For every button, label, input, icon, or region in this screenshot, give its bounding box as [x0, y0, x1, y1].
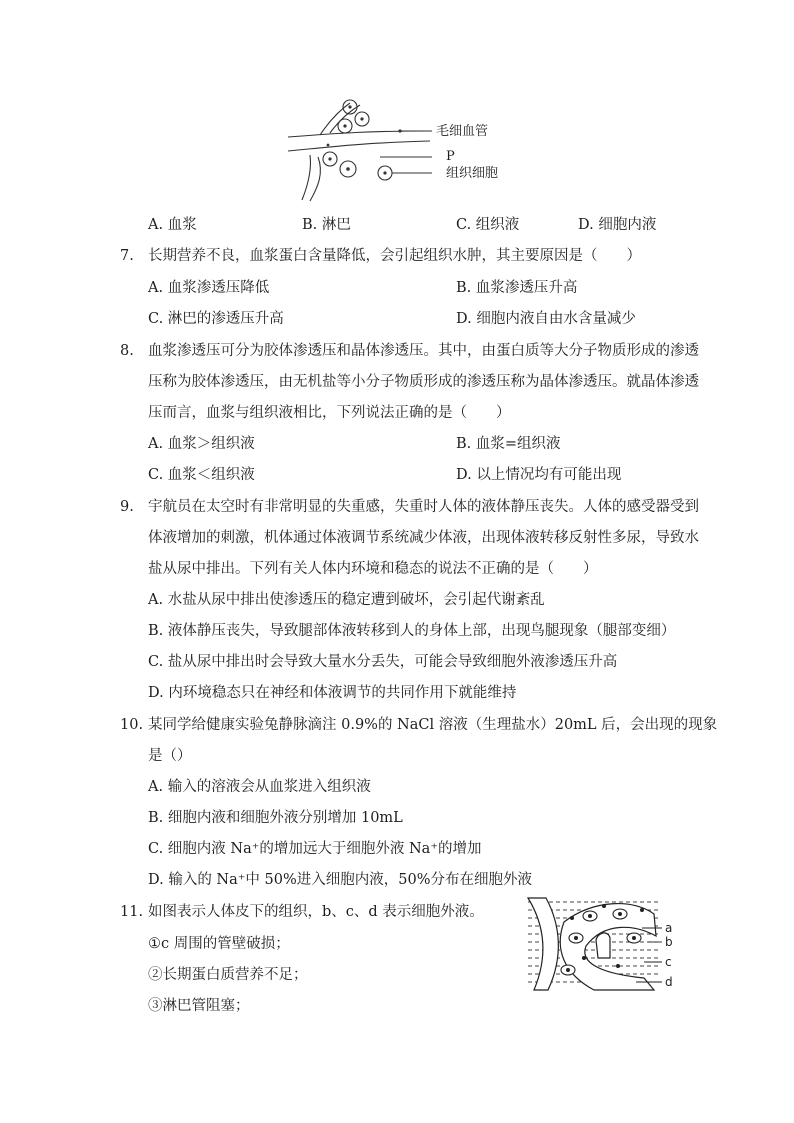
- q10-number: 10.: [120, 717, 144, 733]
- q9-stem-line: 宇航员在太空时有非常明显的失重感，失重时人体的液体静压丧失。人体的感受器受到: [148, 499, 699, 515]
- q7-option-c: C. 淋巴的渗透压升高: [148, 311, 284, 327]
- q10-stem-line: 某同学给健康实验兔静脉滴注 0.9%的 NaCl 溶液（生理盐水）20mL 后，会出现的现象: [148, 717, 718, 733]
- subcutaneous-tissue-diagram: [524, 894, 684, 994]
- q7-number: 7.: [120, 248, 134, 264]
- q10-stem-line: 是（）: [148, 748, 192, 764]
- q10-option-b: B. 细胞内液和细胞外液分别增加 10mL: [148, 810, 403, 826]
- q7-option-b: B. 血浆渗透压升高: [456, 280, 578, 296]
- q8-stem-line: 压而言，血浆与组织液相比，下列说法正确的是（ ）: [148, 405, 511, 421]
- q9-option-a: A. 水盐从尿中排出使渗透压的稳定遭到破坏，会引起代谢紊乱: [148, 592, 545, 608]
- q11-stem: 如图表示人体皮下的组织，b、c、d 表示细胞外液。: [148, 904, 484, 920]
- figure-label-b: b: [665, 935, 673, 949]
- capillary-loop: [528, 898, 558, 990]
- q11-number: 11.: [120, 904, 144, 920]
- q10-option-a: A. 输入的溶液会从血浆进入组织液: [148, 779, 371, 795]
- q11-item: ③淋巴管阻塞；: [148, 998, 250, 1014]
- label-p: P: [446, 149, 455, 164]
- lymph-capillary: [596, 933, 610, 958]
- figure-label-d: d: [665, 975, 673, 989]
- figure-label-a: a: [665, 921, 673, 935]
- q10-option-c: C. 细胞内液 Na⁺的增加远大于细胞外液 Na⁺的增加: [148, 841, 482, 857]
- capillary-tissue-diagram: [280, 95, 520, 205]
- capillary-wall-bottom: [288, 141, 430, 151]
- q7-option-d: D. 细胞内液自由水含量减少: [456, 311, 636, 327]
- q6-option-b: B. 淋巴: [302, 217, 351, 233]
- q7-option-a: A. 血浆渗透压降低: [148, 280, 270, 296]
- q9-stem-line: 盐从尿中排出。下列有关人体内环境和稳态的说法不正确的是（ ）: [148, 561, 598, 577]
- q8-stem-line: 压称为胶体渗透压，由无机盐等小分子物质形成的渗透压称为晶体渗透压。就晶体渗透: [148, 374, 699, 390]
- q9-option-b: B. 液体静压丧失，导致腿部体液转移到人的身体上部，出现鸟腿现象（腿部变细）: [148, 623, 676, 639]
- q8-option-d: D. 以上情况均有可能出现: [456, 467, 622, 483]
- q10-option-d: D. 输入的 Na⁺中 50%进入细胞内液，50%分布在细胞外液: [148, 872, 532, 888]
- q11-item: ②长期蛋白质营养不足；: [148, 967, 308, 983]
- branch-line-2: [310, 157, 320, 201]
- figure-label-c: c: [665, 955, 672, 969]
- q6-option-a: A. 血浆: [148, 217, 197, 233]
- q9-option-c: C. 盐从尿中排出时会导致大量水分丢失，可能会导致细胞外液渗透压升高: [148, 654, 618, 670]
- q9-stem-line: 体液增加的刺激，机体通过体液调节系统减少体液，出现体液转移反射性多尿，导致水: [148, 530, 699, 546]
- q9-option-d: D. 内环境稳态只在神经和体液调节的共同作用下就能维持: [148, 685, 517, 701]
- label-tissue-cell: 组织细胞: [446, 166, 499, 181]
- q8-option-b: B. 血浆=组织液: [456, 436, 561, 452]
- q8-stem-line: 血浆渗透压可分为胶体渗透压和晶体渗透压。其中，由蛋白质等大分子物质形成的渗透: [148, 343, 699, 359]
- q8-option-c: C. 血浆＜组织液: [148, 467, 255, 483]
- q6-option-d: D. 细胞内液: [578, 217, 657, 233]
- capillary-wall-top: [288, 131, 430, 137]
- q11-item: ①c 周围的管壁破损；: [148, 936, 290, 952]
- label-capillary: 毛细血管: [436, 124, 489, 139]
- q7-stem: 长期营养不良，血浆蛋白含量降低，会引起组织水肿，其主要原因是（ ）: [148, 248, 641, 264]
- q6-option-c: C. 组织液: [456, 217, 520, 233]
- q9-number: 9.: [120, 499, 134, 515]
- q8-number: 8.: [120, 343, 134, 359]
- q8-option-a: A. 血浆＞组织液: [148, 436, 255, 452]
- branch-line: [302, 155, 311, 200]
